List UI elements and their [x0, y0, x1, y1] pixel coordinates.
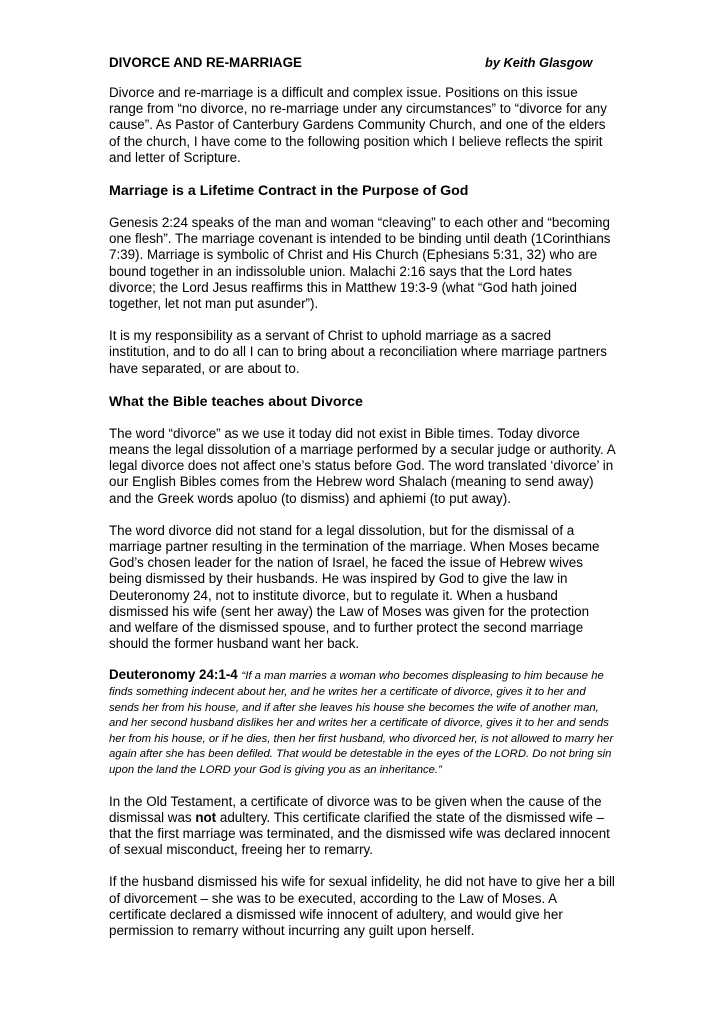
scripture-reference: Deuteronomy 24:1-4	[109, 667, 238, 683]
paragraph-3-start: In the Old Testament, a certificate of divorce was to be given when the cause of the dismissal was	[109, 793, 602, 825]
marriage-paragraph-1: Genesis 2:24 speaks of the man and woman “cleaving” to each other and “becoming one flesh”. The marriage covenant is intended to be binding until death (1Corinthians 7:39). Marriage is symbolic of Christ and His Church (Ephesians 5:31, 32) who are bound together in an indissoluble union. Malachi 2:16 says that the Lord hates divorce; the Lord Jesus reaffirms this in Matthew 19:3-9 (what “God hath joined together, let not man put asunder”).	[109, 215, 611, 312]
marriage-paragraph-2: It is my responsibility as a servant of Christ to uphold marriage as a sacred institution, and to do all I can to bring about a reconciliation where marriage partners have separated, or are about to.	[109, 328, 607, 376]
divorce-paragraph-2: The word divorce did not stand for a legal dissolution, but for the dismissal of a marriage partner resulting in the termination of the marriage. When Moses became God’s chosen leader for the nation of Israel, he faced the issue of Hebrew wives being dismissed by their husbands. He was inspired by God to give the law in Deuteronomy 24, not to institute divorce, but to regulate it. When a husband dismissed his wife (sent her away) the Law of Moses was given for the protection and welfare of the dismissed spouse, and to further protect the second marriage should the former husband want her back.	[109, 522, 600, 652]
paragraph-3-end: adultery. This certificate clarified the state of the dismissed wife – that the first marriage was terminated, and the dismissed wife was declared innocent of sexual misconduct, freeing her to remarry.	[109, 809, 610, 858]
author-byline: by Keith Glasgow	[485, 55, 593, 70]
divorce-paragraph-4: If the husband dismissed his wife for sexual infidelity, he did not have to give her a bill of divorcement – she was to be executed, according to the Law of Moses. A certificate declared a dismissed wife innocent of adultery, and would give her permission to remarry without incurring any guilt upon herself.	[109, 874, 615, 939]
document-title: DIVORCE AND RE-MARRIAGE	[109, 55, 302, 70]
divorce-paragraph-3	[109, 794, 615, 859]
document-page	[109, 54, 615, 955]
divorce-paragraph-1: The word “divorce” as we use it today did not exist in Bible times. Today divorce means the legal dissolution of a marriage performed by a secular judge or authority. A legal divorce does not affect one’s status before God. The word translated ‘divorce’ in our English Bibles comes from the Hebrew word Shalach (meaning to send away) and the Greek words apoluo (to dismiss) and aphiemi (to put away).	[109, 425, 615, 506]
scripture-quote	[109, 668, 615, 777]
section-heading-divorce: What the Bible teaches about Divorce	[109, 393, 363, 410]
intro-paragraph: Divorce and re-marriage is a difficult and complex issue. Positions on this issue range from “no divorce, no re-marriage under any circumstances” to “divorce for any cause”. As Pastor of Canterbury Gardens Community Church, and one of the elders of the church, I have come to the following position which I believe reflects the spirit and letter of Scripture.	[109, 85, 607, 165]
document-header	[109, 54, 615, 72]
section-heading-marriage: Marriage is a Lifetime Contract in the Purpose of God	[109, 183, 469, 200]
scripture-text: “If a man marries a woman who becomes displeasing to him because he finds something indecent about her, and he writes her a certificate of divorce, gives it to her and sends her from his house, and if after she leaves his house she becomes the wife of another man, and her second husband dislikes her and writes her a certificate of divorce, gives it to her and sends her from his house, or if he dies, then her first husband, who divorced her, is not allowed to marry her again after she has been defiled. That would be detestable in the eyes of the LORD. Do not bring sin upon the land the LORD your God is giving you as an inheritance.”	[109, 670, 614, 777]
emphasis-not: not	[195, 809, 217, 825]
